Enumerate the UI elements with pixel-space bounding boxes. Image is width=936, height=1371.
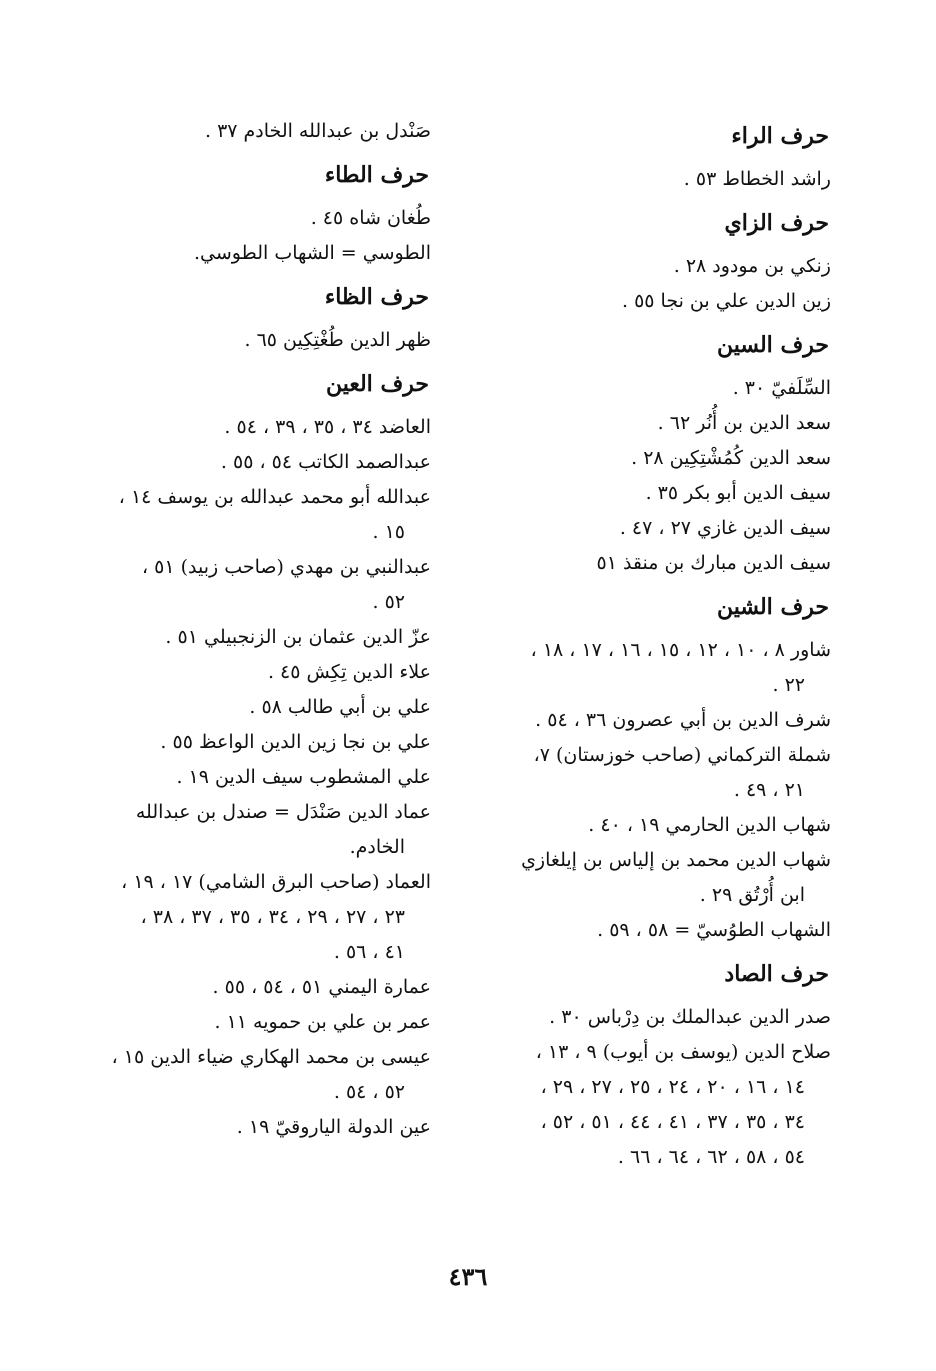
index-entry: عزّ الدين عثمان بن الزنجبيلي ٥١ . bbox=[165, 626, 431, 648]
index-entry: عمارة اليمني ٥١ ، ٥٤ ، ٥٥ . bbox=[212, 976, 431, 998]
index-entry: طُغان شاه ٤٥ . bbox=[310, 207, 431, 229]
index-entry: صدر الدين عبدالملك بن دِرْباس ٣٠ . bbox=[549, 1006, 831, 1028]
index-entry: السِّلَفيّ ٣٠ . bbox=[732, 377, 831, 399]
index-entry: سيف الدين غازي ٢٧ ، ٤٧ . bbox=[619, 517, 831, 539]
index-entry-continuation: ٢٢ . bbox=[772, 674, 805, 696]
index-entry-continuation: الخادم. bbox=[349, 836, 405, 858]
index-entry: علي بن أبي طالب ٥٨ . bbox=[249, 696, 431, 718]
index-entry: صَنْدل بن عبدالله الخادم ٣٧ . bbox=[204, 120, 431, 142]
index-entry: عبدالنبي بن مهدي (صاحب زبيد) ٥١ ، bbox=[141, 556, 431, 578]
index-entry: سيف الدين أبو بكر ٣٥ . bbox=[645, 482, 831, 504]
index-entry: شهاب الدين محمد بن إلياس بن إيلغازي bbox=[521, 849, 831, 871]
index-entry: عيسى بن محمد الهكاري ضياء الدين ١٥ ، bbox=[111, 1046, 431, 1068]
section-heading-sin: حرف السين bbox=[716, 332, 829, 358]
index-entry: شاور ٨ ، ١٠ ، ١٢ ، ١٥ ، ١٦ ، ١٧ ، ١٨ ، bbox=[530, 639, 831, 661]
index-entry: عمر بن علي بن حمويه ١١ . bbox=[214, 1011, 431, 1033]
index-entry: علي بن نجا زين الدين الواعظ ٥٥ . bbox=[160, 731, 431, 753]
index-entry: زين الدين علي بن نجا ٥٥ . bbox=[622, 290, 831, 312]
section-heading-sad: حرف الصاد bbox=[724, 961, 829, 987]
index-entry: صلاح الدين (يوسف بن أيوب) ٩ ، ١٣ ، bbox=[535, 1041, 831, 1063]
index-entry: عين الدولة الياروقيّ ١٩ . bbox=[236, 1116, 431, 1138]
index-entry: سعد الدين كُمُشْتِكِين ٢٨ . bbox=[631, 447, 831, 469]
index-entry: شملة التركماني (صاحب خوزستان) ٧، bbox=[533, 744, 831, 766]
section-heading-ra: حرف الراء bbox=[731, 123, 829, 149]
index-entry-continuation: ٤١ ، ٥٦ . bbox=[333, 941, 405, 963]
section-heading-ta: حرف الطاء bbox=[324, 162, 429, 188]
index-entry: عماد الدين صَنْدَل = صندل بن عبدالله bbox=[135, 801, 431, 823]
right-column bbox=[451, 112, 831, 1175]
index-entry: زنكي بن مودود ٢٨ . bbox=[673, 255, 831, 277]
page-number: ٤٣٦ bbox=[448, 1262, 488, 1291]
index-entry: الطوسي = الشهاب الطوسي. bbox=[194, 242, 431, 264]
section-heading-za: حرف الظاء bbox=[324, 284, 429, 310]
index-entry: الشهاب الطوُسيّ = ٥٨ ، ٥٩ . bbox=[597, 919, 831, 941]
index-entry: راشد الخطاط ٥٣ . bbox=[683, 168, 831, 190]
index-entry: عبدالصمد الكاتب ٥٤ ، ٥٥ . bbox=[220, 451, 431, 473]
index-entry-continuation: ٢١ ، ٤٩ . bbox=[733, 779, 805, 801]
index-entry: ظهر الدين طُغْتِكِين ٦٥ . bbox=[244, 329, 431, 351]
index-entry-continuation: ٥٤ ، ٥٨ ، ٦٢ ، ٦٤ ، ٦٦ . bbox=[617, 1146, 805, 1168]
index-entry: سعد الدين بن أُنُر ٦٢ . bbox=[657, 412, 831, 434]
index-entry: شهاب الدين الحارمي ١٩ ، ٤٠ . bbox=[588, 814, 831, 836]
section-heading-ayn: حرف العين bbox=[325, 371, 429, 397]
index-entry-continuation: ٢٣ ، ٢٧ ، ٢٩ ، ٣٤ ، ٣٥ ، ٣٧ ، ٣٨ ، bbox=[140, 906, 405, 928]
index-entry: سيف الدين مبارك بن منقذ ٥١ bbox=[596, 552, 831, 574]
index-entry-continuation: ابن أُرْتُق ٢٩ . bbox=[699, 884, 805, 906]
index-entry-continuation: ٥٢ . bbox=[372, 591, 405, 613]
index-entry-continuation: ٥٢ ، ٥٤ . bbox=[333, 1081, 405, 1103]
section-heading-shin: حرف الشين bbox=[716, 594, 829, 620]
index-entry: علي المشطوب سيف الدين ١٩ . bbox=[176, 766, 431, 788]
index-entry: العماد (صاحب البرق الشامي) ١٧ ، ١٩ ، bbox=[121, 871, 431, 893]
index-entry-continuation: ١٤ ، ١٦ ، ٢٠ ، ٢٤ ، ٢٥ ، ٢٧ ، ٢٩ ، bbox=[540, 1076, 805, 1098]
index-entry-continuation: ٣٤ ، ٣٥ ، ٣٧ ، ٤١ ، ٤٤ ، ٥١ ، ٥٢ ، bbox=[540, 1111, 805, 1133]
index-entry: علاء الدين تِكِش ٤٥ . bbox=[267, 661, 431, 683]
index-entry: العاضد ٣٤ ، ٣٥ ، ٣٩ ، ٥٤ . bbox=[224, 416, 431, 438]
index-entry: عبدالله أبو محمد عبدالله بن يوسف ١٤ ، bbox=[118, 486, 431, 508]
left-column bbox=[76, 112, 431, 1145]
index-entry: شرف الدين بن أبي عصرون ٣٦ ، ٥٤ . bbox=[535, 709, 831, 731]
index-entry-continuation: ١٥ . bbox=[372, 521, 405, 543]
section-heading-zay: حرف الزاي bbox=[724, 210, 829, 236]
